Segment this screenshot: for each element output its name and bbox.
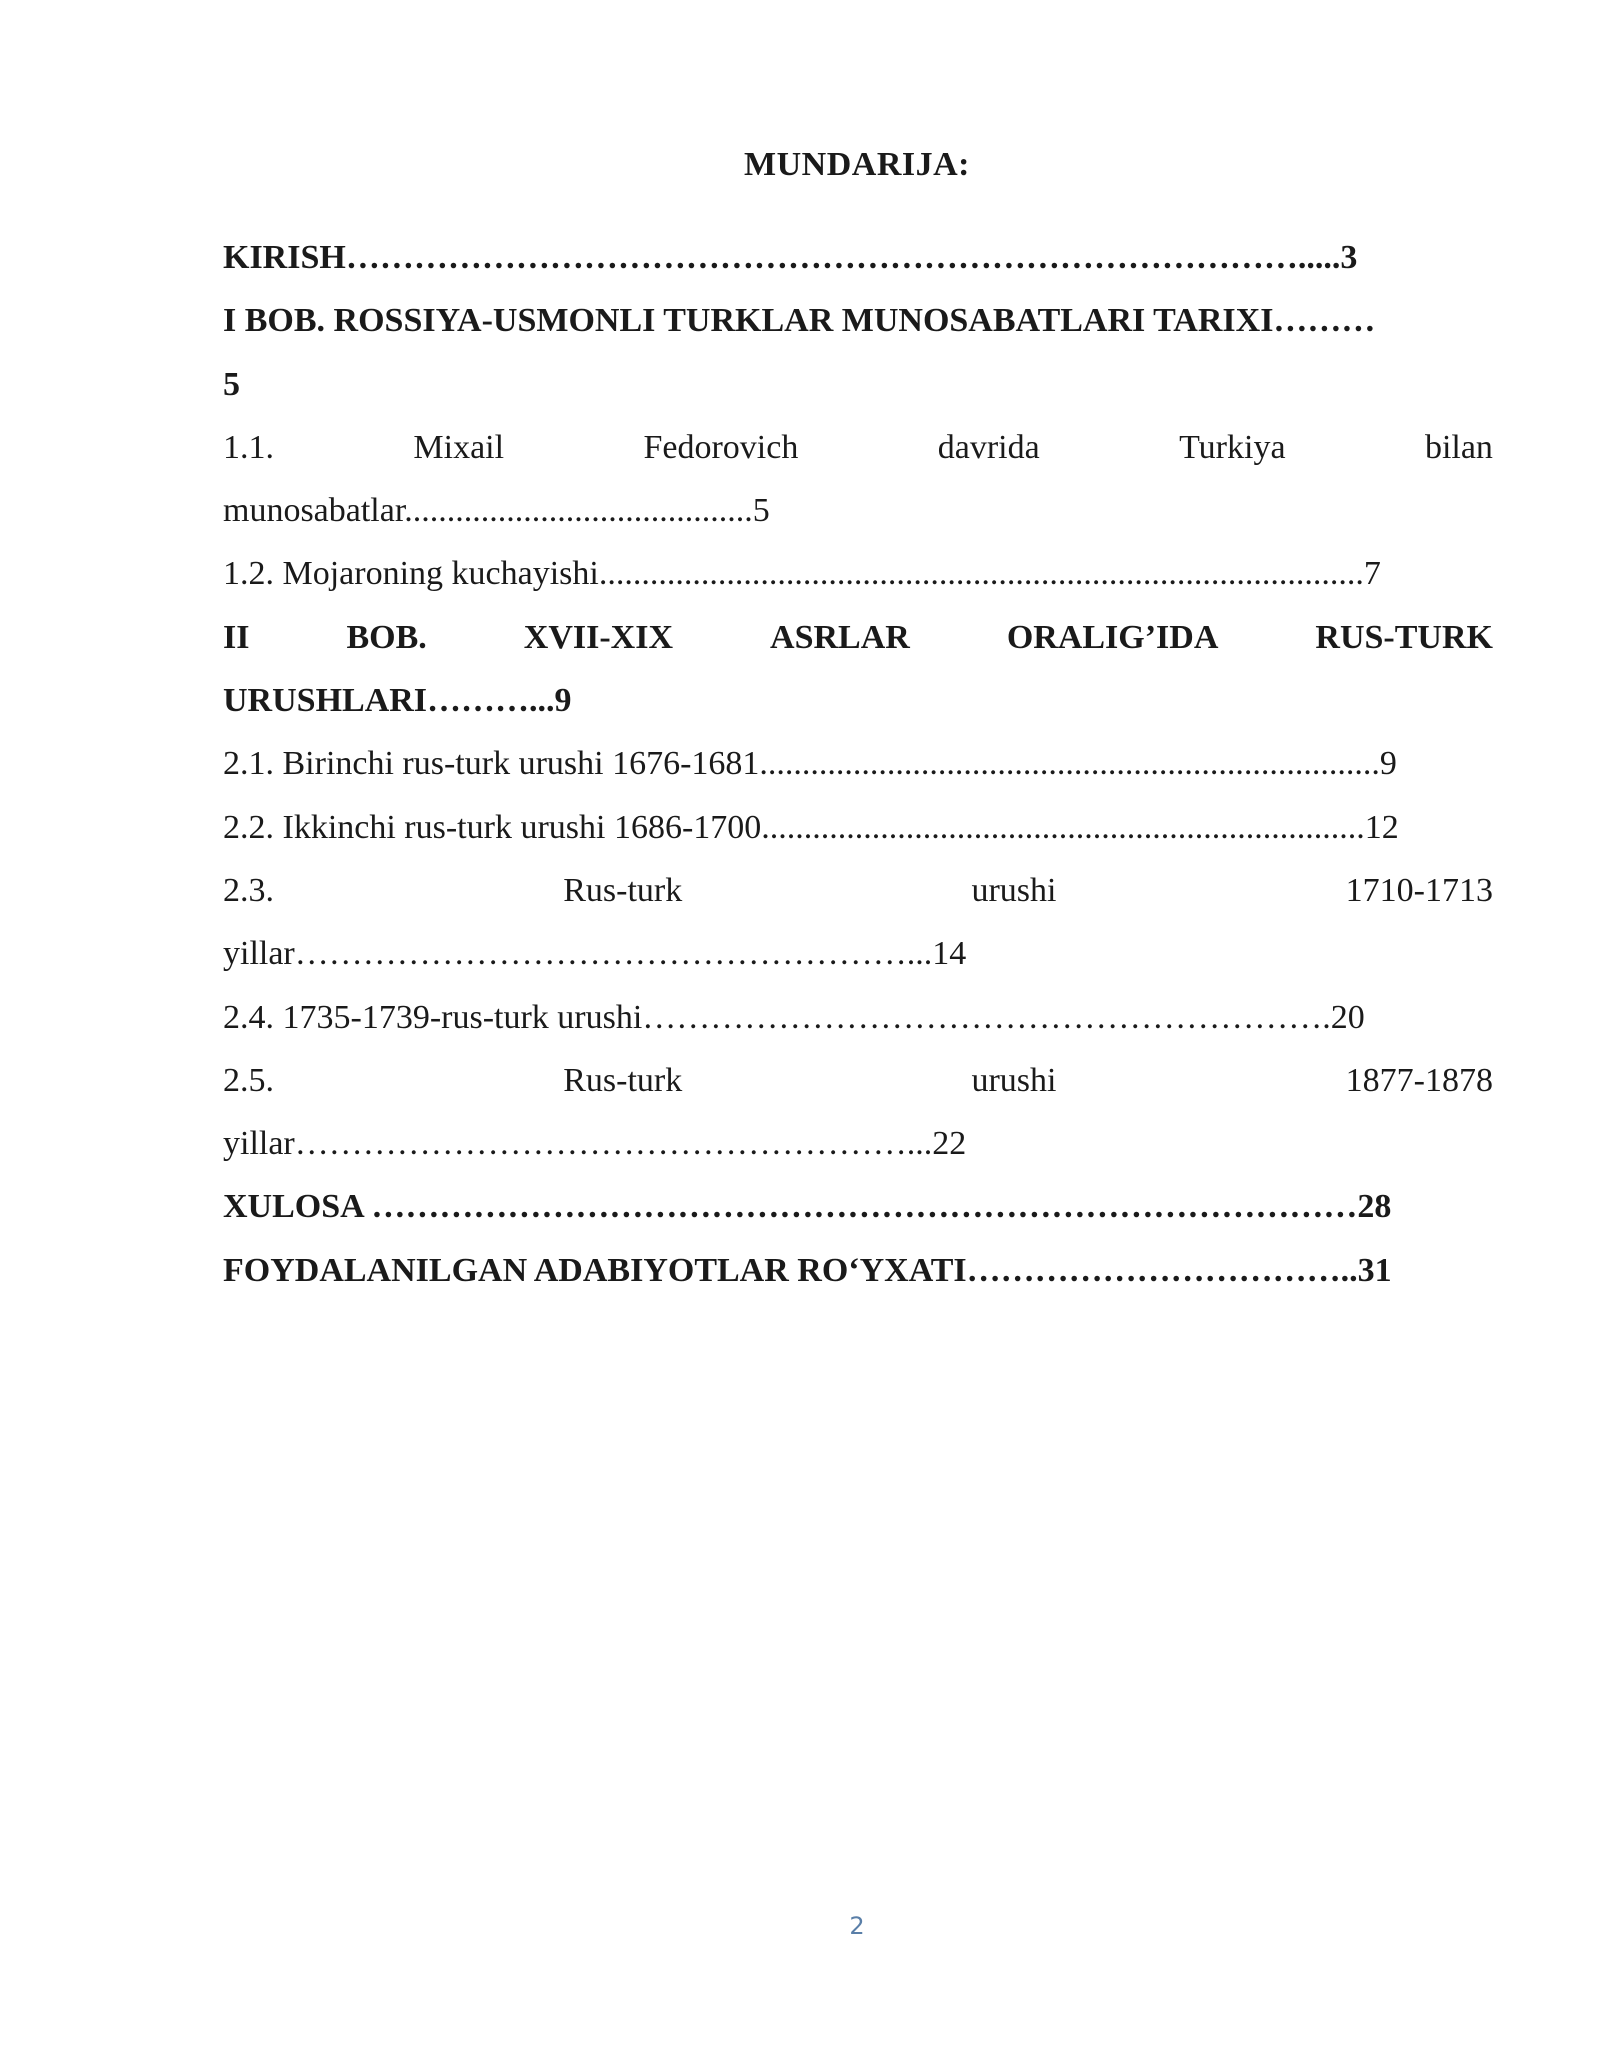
toc-word: 1877-1878	[1345, 1061, 1493, 1099]
toc-entry-xulosa: XULOSA ……………………………………………………………………………28	[223, 1188, 1392, 1226]
toc-entry-2-5	[223, 1049, 1493, 1112]
toc-word: Mixail	[413, 428, 505, 466]
toc-word: Rus-turk	[563, 1061, 683, 1099]
toc-entry-2-3-page: yillar………………………………………………...14	[223, 935, 967, 973]
toc-word: urushi	[971, 1061, 1057, 1099]
toc-word: II	[223, 618, 250, 656]
toc-entry-2-1: 2.1. Birinchi rus-turk urushi 1676-1681.........................................................................9	[223, 745, 1397, 783]
toc-entry-1-1	[223, 416, 1493, 479]
toc-entry-bob1: I BOB. ROSSIYA-USMONLI TURKLAR MUNOSABATLARI TARIXI………	[223, 302, 1376, 340]
toc-entry-kirish: KIRISH………………………………………………………………………….....3	[223, 239, 1358, 276]
toc-entry-adabiyotlar: FOYDALANILGAN ADABIYOTLAR RO‘YXATI……………………………..31	[223, 1251, 1392, 1289]
toc-word: 1.1.	[223, 428, 274, 466]
toc-word: 1710-1713	[1345, 871, 1493, 909]
toc-entry-2-5-page: yillar………………………………………………...22	[223, 1125, 967, 1163]
toc-word: Turkiya	[1179, 428, 1286, 466]
toc-word: 2.3.	[223, 871, 274, 909]
toc-entry-bob2-page: URUSHLARI………...9	[223, 682, 572, 720]
toc-entry-2-2: 2.2. Ikkinchi rus-turk urushi 1686-1700.......................................................................12	[223, 808, 1399, 846]
toc-entry-1-2: 1.2. Mojaroning kuchayishi..........................................................................................7	[223, 555, 1381, 593]
toc-entry-bob2	[223, 606, 1493, 669]
toc-word: ORALIG’IDA	[1006, 618, 1219, 656]
toc-entry-2-3	[223, 859, 1493, 922]
toc-title: MUNDARIJA:	[744, 146, 970, 183]
toc-word: urushi	[971, 871, 1057, 909]
toc-word: XVII-XIX	[523, 618, 674, 656]
toc-word: BOB.	[346, 618, 427, 656]
toc-word: Rus-turk	[563, 871, 683, 909]
toc-word: 2.5.	[223, 1061, 274, 1099]
toc-word: RUS-TURK	[1315, 618, 1493, 656]
toc-entry-bob1-page: 5	[223, 365, 240, 403]
table-of-contents	[223, 226, 1493, 1302]
toc-word: bilan	[1424, 428, 1493, 466]
toc-entry-1-1-page: munosabatlar.........................................5	[223, 492, 770, 530]
toc-word: Fedorovich	[643, 428, 799, 466]
toc-word: davrida	[937, 428, 1040, 466]
toc-word: ASRLAR	[770, 618, 910, 656]
toc-entry-2-4: 2.4. 1735-1739-rus-turk urushi…………………………………………………….20	[223, 998, 1365, 1036]
page-number: 2	[849, 1912, 865, 1940]
